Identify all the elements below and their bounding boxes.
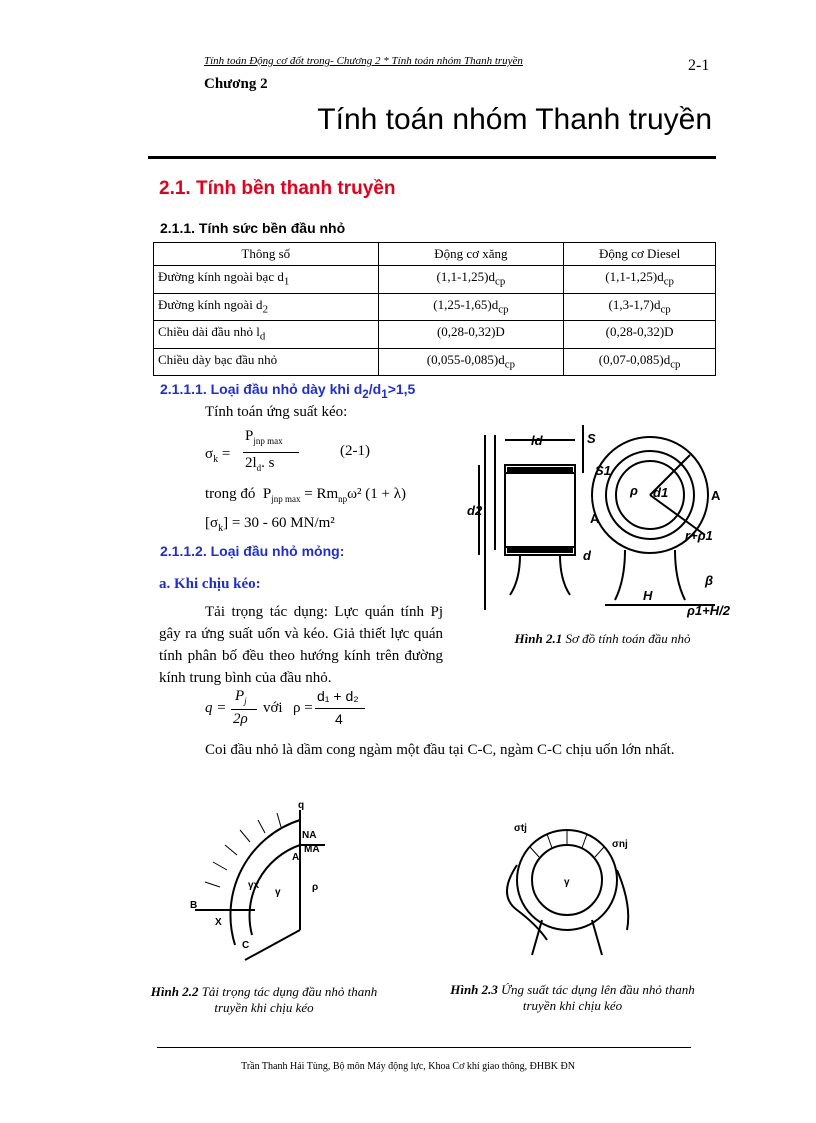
- with-label: với: [263, 700, 283, 716]
- table-row: [154, 293, 716, 321]
- table-cell: Đường kính ngoài $d_2$: [154, 293, 379, 321]
- label-gx: γx: [248, 880, 260, 891]
- label-r-rho: r+ρ1: [685, 528, 713, 543]
- label-rh: ρ1+H/2: [687, 603, 730, 618]
- stress-curve-right: [617, 870, 628, 930]
- spec-table: [153, 242, 716, 376]
- table-row: [154, 266, 716, 294]
- thick-heading: 2.1.1.1. Loại đầu nhỏ dày khi $d_2/d_1>1,5$: [160, 381, 416, 401]
- figure-2-2: [180, 800, 355, 970]
- q-lhs: q =: [205, 700, 227, 716]
- figure-2-1: [465, 415, 740, 627]
- label-ld: ld: [531, 433, 543, 448]
- label-rho: ρ: [630, 483, 638, 498]
- label-a: A: [292, 852, 300, 863]
- load-paragraph: Tải trọng tác dụng: Lực quán tính Pj gây ra ứng suất uốn và kéo. Giả thiết lực quán tính phân bố đều theo hướng kính trên đường kính trung bình của đầu nhỏ.: [159, 604, 443, 686]
- label-q: q: [298, 800, 305, 811]
- label-rho: ρ: [312, 882, 319, 893]
- label-d: d: [583, 548, 591, 563]
- table-header-row: [154, 243, 716, 266]
- label-gamma: γ: [564, 877, 570, 888]
- bushing-hatch-bottom: [507, 548, 573, 553]
- label-s1: S1: [595, 463, 611, 478]
- label-beta: β: [705, 573, 714, 588]
- label-na: NA: [302, 830, 317, 841]
- table-row: [154, 321, 716, 349]
- rho-numerator: d₁ + d₂: [317, 688, 359, 704]
- formula-numerator: $P_{jnp max}$: [245, 428, 283, 446]
- figure-2-3: [492, 815, 642, 965]
- table-cell: $(1,3-1,7)d_{cp}$: [564, 293, 716, 321]
- formula-denominator: $2l_d$. s: [245, 455, 275, 473]
- bushing-hatch-top: [507, 467, 573, 472]
- label-h: H: [643, 588, 653, 603]
- caption-fig-2-2: Hình 2.2 Tải trọng tác dụng đầu nhỏ thanh truyền khi chịu kéo: [150, 984, 378, 1015]
- table-cell: (0,28-0,32)D: [378, 321, 564, 349]
- table-cell: $(1,1-1,25)d_{cp}$: [378, 266, 564, 294]
- table-row: [154, 348, 716, 376]
- table-header-cell: Động cơ xăng: [378, 243, 564, 266]
- label-sigma-t: σtj: [514, 823, 527, 834]
- label-x: X: [215, 917, 222, 928]
- label-a-right: A: [711, 488, 721, 503]
- fraction-bar: [315, 708, 365, 709]
- label-d1: d1: [653, 485, 669, 500]
- table-cell: $(1,25-1,65)d_{cp}$: [378, 293, 564, 321]
- sub-heading: 2.1.1. Tính sức bền đầu nhỏ: [160, 220, 346, 236]
- stress-intro: Tính toán ứng suất kéo:: [205, 404, 348, 420]
- chapter-label: Chương 2: [204, 76, 268, 92]
- label-ma: MA: [304, 844, 320, 855]
- bushing-section: [505, 465, 575, 555]
- label-a-left: A: [590, 511, 600, 526]
- q-numerator: $P_j$: [235, 688, 247, 706]
- formula-2-1: [205, 426, 405, 478]
- title-rule: [148, 156, 716, 159]
- table-cell: Chiều dài đầu nhỏ $l_d$: [154, 321, 379, 349]
- label-d2: d2: [467, 503, 483, 518]
- table-header-cell: Thông số: [154, 243, 379, 266]
- table-cell: Chiều dày bạc đầu nhỏ: [154, 348, 379, 376]
- q-denominator: 2ρ: [233, 711, 248, 727]
- table-cell: $(1,1-1,25)d_{cp}$: [564, 266, 716, 294]
- label-g: γ: [275, 887, 281, 898]
- page-title: Tính toán nhóm Thanh truyền: [317, 103, 712, 136]
- fraction-bar: [231, 709, 257, 710]
- rho-lhs: ρ =: [293, 700, 313, 716]
- table-header-cell: Động cơ Diesel: [564, 243, 716, 266]
- table-cell: $(0,07-0,085)d_{cp}$: [564, 348, 716, 376]
- label-b: B: [190, 900, 198, 911]
- page-number: 2-1: [688, 57, 710, 74]
- section-heading: 2.1. Tính bền thanh truyền: [159, 178, 396, 199]
- outer-arc: [230, 820, 300, 945]
- formula-pj: trong đó $P_{jnp max} = Rm_{np}\omega^2$ (1 + λ): [205, 486, 406, 504]
- table-cell: Đường kính ngoài bạc $d_1$: [154, 266, 379, 294]
- caption-fig-2-3: Hình 2.3 Ứng suất tác dụng lên đầu nhỏ thanh truyền khi chịu kéo: [450, 982, 695, 1013]
- caption-fig-2-1: Hình 2.1 Sơ đồ tính toán đầu nhỏ: [514, 631, 691, 646]
- running-header: Tính toán Động cơ đốt trong- Chương 2 * Tính toán nhóm Thanh truyền: [204, 55, 523, 67]
- case-a-heading: a. Khi chịu kéo:: [159, 576, 261, 592]
- allowable-stress: $[\sigma_k] = 30 - 60$ MN/m²: [205, 515, 335, 534]
- label-s: S: [587, 431, 596, 446]
- beam-paragraph: Coi đầu nhỏ là dầm cong ngàm một đầu tại C-C, ngàm C-C chịu uốn lớn nhất.: [205, 742, 675, 758]
- formula-lhs: $\sigma_k$ =: [205, 446, 231, 465]
- formula-number: (2-1): [340, 443, 370, 459]
- thin-heading: 2.1.1.2. Loại đầu nhỏ mỏng:: [160, 543, 345, 559]
- label-c: C: [242, 940, 250, 951]
- table-cell: $(0,055-0,085)d_{cp}$: [378, 348, 564, 376]
- rho-denominator: 4: [335, 711, 343, 727]
- table-cell: (0,28-0,32)D: [564, 321, 716, 349]
- page-footer: Trần Thanh Hải Tùng, Bộ môn Máy động lực, Khoa Cơ khí giao thông, ĐHBK ĐN: [241, 1061, 575, 1072]
- label-sigma-n: σnj: [612, 839, 628, 850]
- fraction-bar: [243, 452, 299, 453]
- footer-rule: [157, 1047, 691, 1048]
- formula-q: [205, 688, 385, 732]
